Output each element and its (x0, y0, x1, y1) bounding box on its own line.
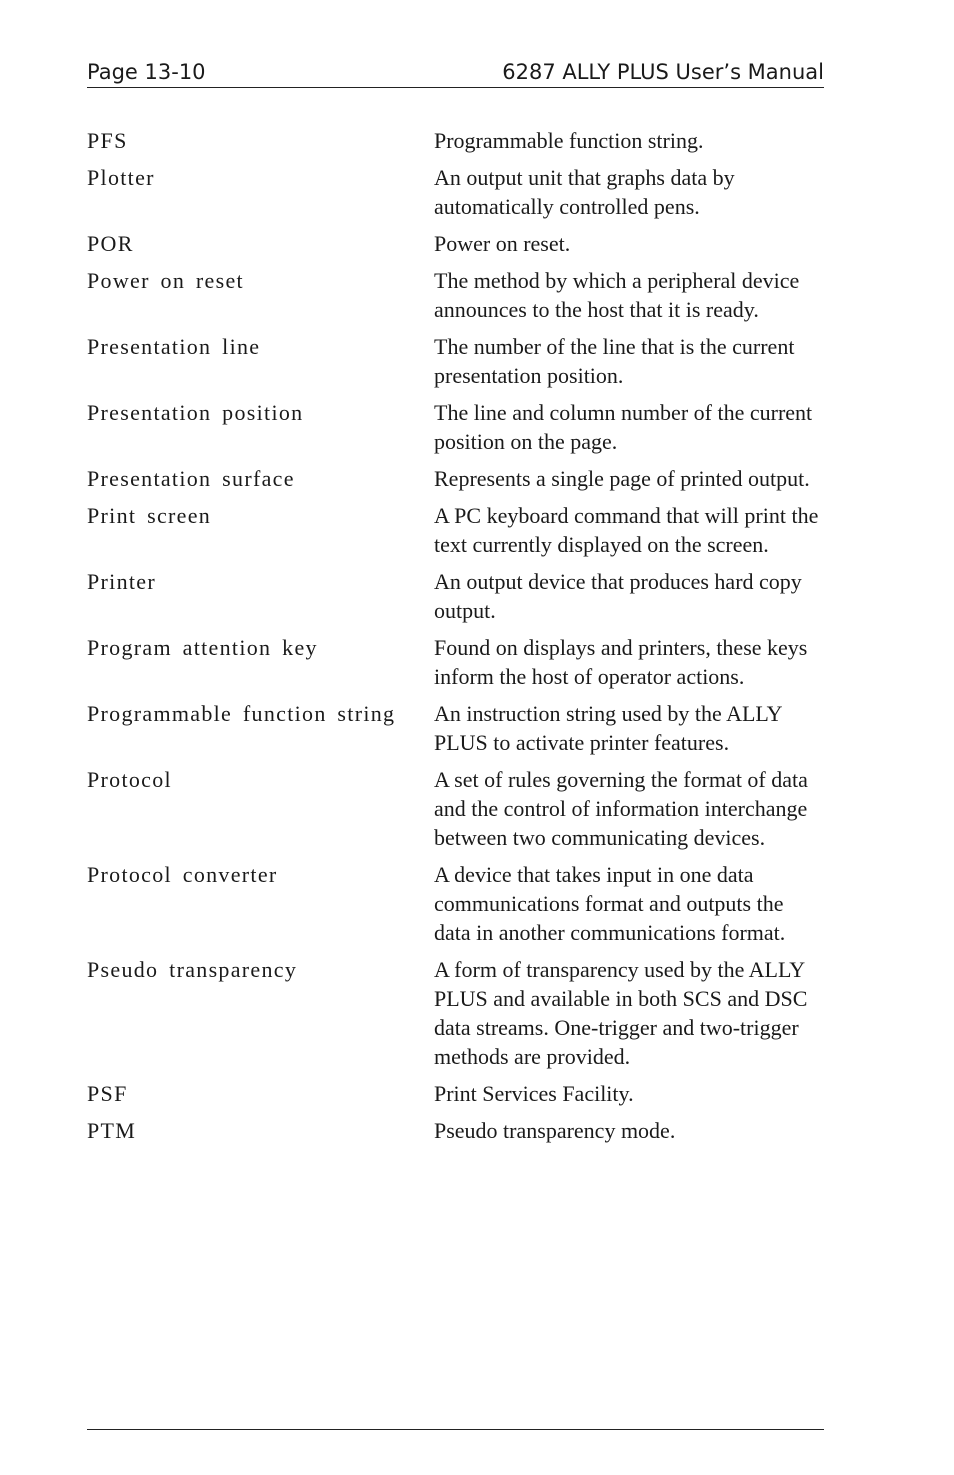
glossary-definition: An output device that produces hard copy output. (434, 569, 802, 623)
glossary-entry (87, 501, 824, 559)
glossary-term: Plotter (87, 165, 155, 190)
glossary-definition: Found on displays and printers, these keys inform the host of operator actions. (434, 635, 808, 689)
glossary-list (87, 126, 824, 1153)
glossary-definition: An output unit that graphs data by automatically controlled pens. (434, 165, 735, 219)
glossary-entry (87, 398, 824, 456)
glossary-definition: A form of transparency used by the ALLY PLUS and available in both SCS and DSC data streams. One-trigger and two-trigger methods are provided. (434, 957, 808, 1069)
glossary-entry (87, 1079, 824, 1108)
glossary-term: Presentation surface (87, 466, 295, 491)
glossary-term: Power on reset (87, 268, 244, 293)
footer-divider (87, 1429, 824, 1430)
glossary-entry (87, 1116, 824, 1145)
glossary-definition: Print Services Facility. (434, 1081, 634, 1106)
glossary-term: Print screen (87, 503, 212, 528)
glossary-entry (87, 860, 824, 947)
glossary-entry (87, 955, 824, 1071)
glossary-definition: A device that takes input in one data communications format and outputs the data in another communications format. (434, 862, 786, 945)
manual-title: 6287 ALLY PLUS User’s Manual (502, 60, 824, 84)
glossary-definition: Pseudo transparency mode. (434, 1118, 676, 1143)
glossary-entry (87, 633, 824, 691)
glossary-definition: The number of the line that is the current presentation position. (434, 334, 795, 388)
glossary-definition: An instruction string used by the ALLY PLUS to activate printer features. (434, 701, 782, 755)
glossary-entry (87, 163, 824, 221)
glossary-entry (87, 765, 824, 852)
glossary-entry (87, 567, 824, 625)
page-header (87, 58, 824, 88)
glossary-term: PSF (87, 1081, 128, 1106)
glossary-term: Protocol converter (87, 862, 278, 887)
glossary-definition: Programmable function string. (434, 128, 704, 153)
page-number: Page 13-10 (87, 60, 206, 84)
glossary-definition: Represents a single page of printed output. (434, 466, 810, 491)
glossary-entry (87, 699, 824, 757)
glossary-term: Programmable function string (87, 701, 396, 726)
glossary-term: Presentation position (87, 400, 304, 425)
glossary-entry (87, 464, 824, 493)
glossary-term: Printer (87, 569, 156, 594)
glossary-entry (87, 266, 824, 324)
glossary-entry (87, 229, 824, 258)
glossary-definition: The line and column number of the current position on the page. (434, 400, 813, 454)
glossary-term: POR (87, 231, 134, 256)
glossary-entry (87, 332, 824, 390)
glossary-term: Protocol (87, 767, 172, 792)
glossary-term: Program attention key (87, 635, 318, 660)
glossary-definition: A PC keyboard command that will print the text currently displayed on the screen. (434, 503, 819, 557)
glossary-term: Pseudo transparency (87, 957, 298, 982)
glossary-entry (87, 126, 824, 155)
glossary-term: PTM (87, 1118, 137, 1143)
glossary-definition: The method by which a peripheral device announces to the host that it is ready. (434, 268, 800, 322)
glossary-definition: A set of rules governing the format of data and the control of information interchange between two communicating devices. (434, 767, 808, 850)
glossary-definition: Power on reset. (434, 231, 571, 256)
glossary-term: Presentation line (87, 334, 261, 359)
glossary-term: PFS (87, 128, 128, 153)
